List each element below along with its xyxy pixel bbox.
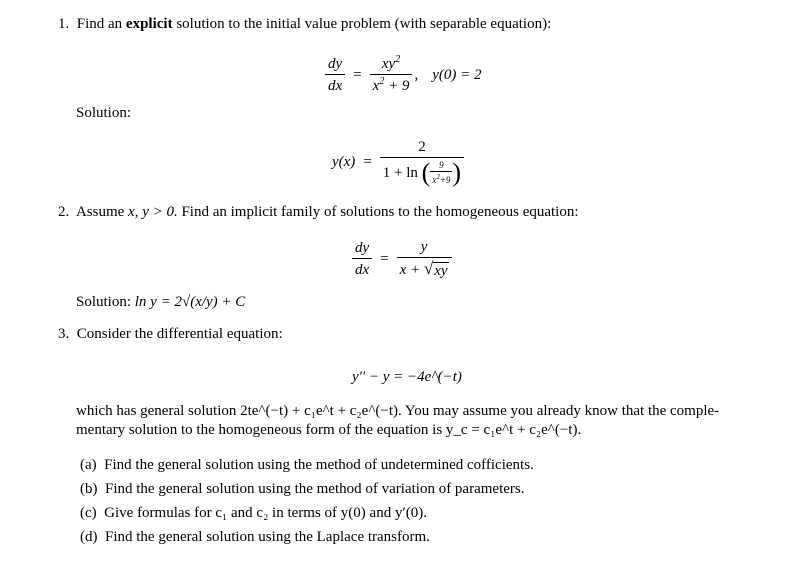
q1-statement [58, 15, 551, 33]
q2-text-a: Assume [75, 204, 125, 220]
q3-paragraph-line2: mentary solution to the homogeneous form of the equation is y_c = c₁e^t + c₂e^(−t). [76, 422, 582, 438]
q1-solution-label: Solution: [76, 105, 132, 121]
q1-text-b: solution to the initial value problem (with separable equation): [176, 16, 552, 32]
q3-statement [58, 325, 283, 343]
q2-solution-label: Solution: [76, 294, 132, 310]
q3-number: 3. [58, 326, 70, 342]
q2-ode: $\frac{dy}{dx}$ = y x + √ xy [352, 238, 452, 280]
q3-part-d: (d) Find the general solution using the Laplace transform. [80, 529, 430, 545]
q3-equation: y'' − y = −4e^(−t) [352, 369, 462, 385]
q3-text: Consider the differential equation: [76, 326, 283, 342]
q2-number: 2. [58, 204, 70, 220]
q3-part-b: (b) Find the general solution using the method of variation of parameters. [80, 481, 525, 497]
q1-initial-condition: y(0) = 2 [432, 67, 482, 83]
q3-part-a: (a) Find the general solution using the method of undetermined cofficients. [80, 457, 534, 473]
q2-solution-text: ln y = 2√(x/y) + C [134, 294, 246, 310]
q3-paragraph-line1: which has general solution 2te^(−t) + c₁e^t + c₂e^(−t). You may assume you already know that the comple- [76, 403, 720, 419]
q1-ode: $\frac{dy}{dx}$ = $\frac{xy^2}{x^2 + 9}$ , y(0) = 2 [325, 55, 481, 95]
q2-solution [76, 293, 245, 311]
q1-text-a: Find an [76, 16, 123, 32]
q2-statement [58, 203, 579, 221]
q2-text-vars: x, y > 0. [128, 204, 178, 220]
q2-text-b: Find an implicit family of solutions to the homogeneous equation: [181, 204, 579, 220]
q1-text-bold: explicit [125, 16, 173, 32]
q3-part-c: (c) Give formulas for c₁ and c₂ in terms of y(0) and y′(0). [80, 505, 427, 521]
q1-solution-formula: y(x) = 2 1 + ln ( $\frac{9}{x^2+9}$ ) [332, 138, 464, 186]
q1-number: 1. [58, 16, 70, 32]
